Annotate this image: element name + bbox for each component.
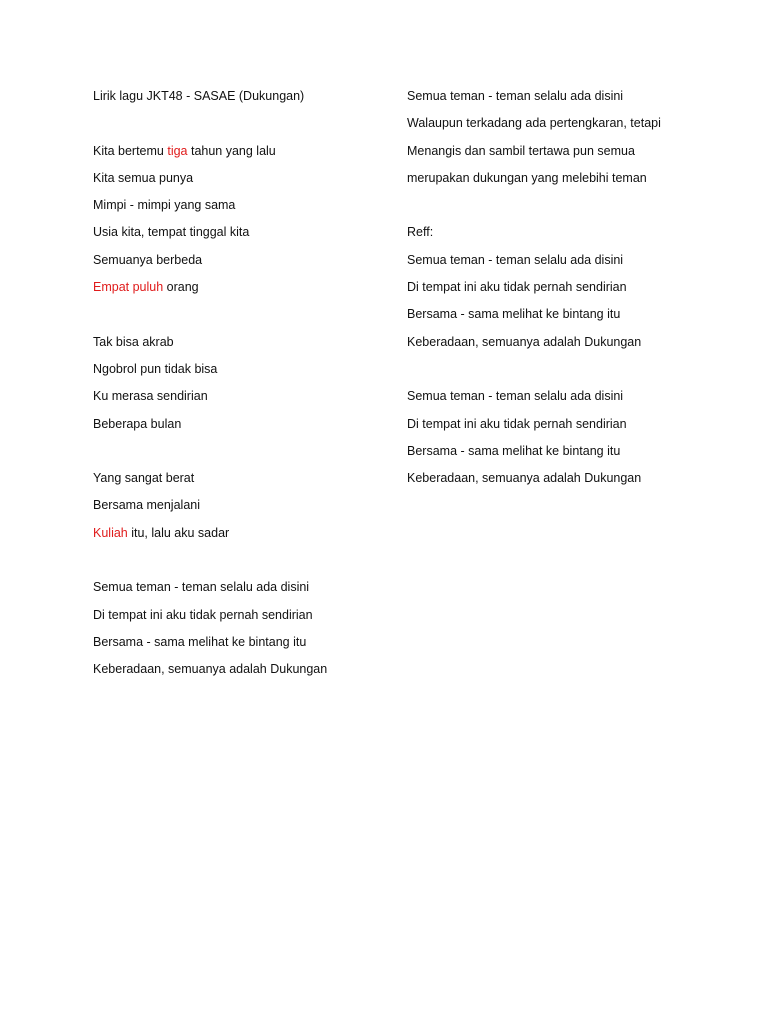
blank-line	[93, 551, 383, 578]
lyric-line	[93, 469, 383, 496]
blank-line	[407, 360, 737, 387]
lyric-text: Keberadaan, semuanya adalah Dukungan	[407, 471, 642, 486]
lyric-text: Tak bisa akrab	[93, 334, 174, 349]
lyric-line	[407, 87, 737, 114]
lyric-text: Di tempat ini aku tidak pernah sendirian	[407, 416, 627, 431]
lyric-text: itu, lalu aku sadar	[127, 525, 230, 540]
lyric-text: Di tempat ini aku tidak pernah sendirian	[93, 607, 313, 622]
lyric-text: Ngobrol pun tidak bisa	[93, 361, 218, 376]
left-lyrics-column	[93, 87, 383, 688]
lyric-line	[93, 606, 383, 633]
lyric-line	[407, 333, 737, 360]
lyric-text: Reff:	[407, 225, 434, 240]
lyric-text: Bersama - sama melihat ke bintang itu	[93, 634, 307, 649]
lyric-text: Semua teman - teman selalu ada disini	[93, 580, 310, 595]
lyric-line	[93, 223, 383, 250]
lyric-line	[93, 660, 383, 687]
lyric-line	[93, 633, 383, 660]
lyric-text: Bersama - sama melihat ke bintang itu	[407, 307, 621, 322]
lyric-text: Bersama menjalani	[93, 498, 200, 513]
lyric-line	[93, 251, 383, 278]
highlighted-text: Kuliah	[93, 525, 128, 540]
lyric-text: Semuanya berbeda	[93, 252, 203, 267]
lyric-text: orang	[163, 280, 199, 295]
lyric-text: Semua teman - teman selalu ada disini	[407, 89, 624, 103]
lyric-text: Kita bertemu	[93, 143, 168, 158]
lyric-line	[407, 387, 737, 414]
lyric-text: Mimpi - mimpi yang sama	[93, 198, 236, 213]
blank-line	[93, 114, 383, 141]
lyric-text: Menangis dan sambil tertawa pun semua	[407, 143, 635, 158]
lyric-line	[93, 360, 383, 387]
lyric-line	[407, 142, 737, 169]
lyric-line	[93, 387, 383, 414]
lyric-line	[93, 87, 383, 114]
lyric-text: Di tempat ini aku tidak pernah sendirian	[407, 280, 627, 295]
lyric-line	[93, 496, 383, 523]
lyric-text: Kita semua punya	[93, 170, 194, 185]
lyric-text: Keberadaan, semuanya adalah Dukungan	[93, 662, 328, 677]
lyric-text: Keberadaan, semuanya adalah Dukungan	[407, 334, 642, 349]
right-lyrics-column	[407, 87, 737, 496]
lyric-line	[407, 114, 737, 141]
lyric-text: Beberapa bulan	[93, 416, 182, 431]
blank-line	[93, 305, 383, 332]
highlighted-text: Empat puluh	[93, 280, 164, 295]
lyric-text: Ku merasa sendirian	[93, 389, 208, 404]
lyric-text: Bersama - sama melihat ke bintang itu	[407, 443, 621, 458]
lyric-line	[93, 169, 383, 196]
lyric-line	[93, 196, 383, 223]
blank-line	[407, 196, 737, 223]
lyric-line	[407, 442, 737, 469]
lyric-line	[407, 169, 737, 196]
lyric-text: Semua teman - teman selalu ada disini	[407, 389, 624, 404]
lyric-line	[407, 251, 737, 278]
lyric-text: tahun yang lalu	[187, 143, 276, 158]
lyric-text: Yang sangat berat	[93, 471, 195, 486]
lyric-line	[93, 578, 383, 605]
lyric-line	[93, 142, 383, 169]
lyric-line	[407, 415, 737, 442]
lyric-line	[407, 278, 737, 305]
lyric-line	[93, 278, 383, 305]
lyric-line	[93, 415, 383, 442]
lyric-text: Lirik lagu JKT48 - SASAE (Dukungan)	[93, 89, 305, 103]
lyric-text: merupakan dukungan yang melebihi teman	[407, 170, 647, 185]
blank-line	[93, 442, 383, 469]
lyric-text: Semua teman - teman selalu ada disini	[407, 252, 624, 267]
lyric-text: Usia kita, tempat tinggal kita	[93, 225, 250, 240]
lyric-line	[407, 469, 737, 496]
highlighted-text: tiga	[167, 143, 188, 158]
lyric-line	[407, 223, 737, 250]
lyric-text: Walaupun terkadang ada pertengkaran, tetapi	[407, 116, 661, 131]
lyric-line	[93, 333, 383, 360]
lyric-line	[93, 524, 383, 551]
lyric-line	[407, 305, 737, 332]
